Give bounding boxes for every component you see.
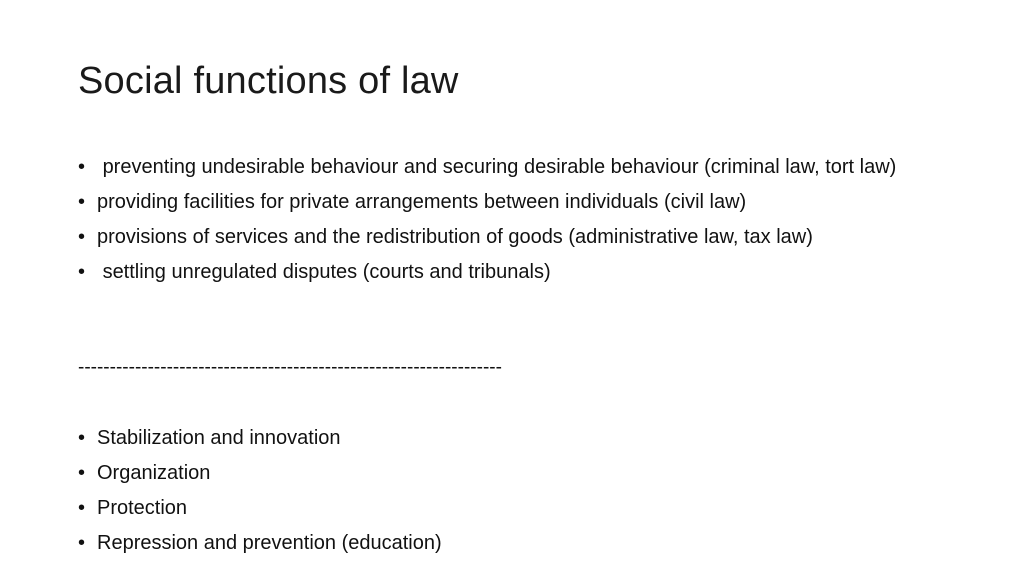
functions-list — [78, 156, 978, 296]
bullet-icon: • — [78, 462, 86, 484]
list-item-text: Repression and prevention (education) — [97, 532, 442, 554]
list-item-text: Stabilization and innovation — [97, 427, 341, 449]
list-item — [78, 532, 978, 555]
list-item-text: settling unregulated disputes (courts and tribunals) — [97, 261, 551, 283]
bullet-icon: • — [78, 427, 86, 449]
bullet-icon: • — [78, 497, 86, 519]
list-item — [78, 261, 978, 284]
bullet-icon: • — [78, 191, 86, 213]
slide-title: Social functions of law — [78, 60, 459, 102]
list-item — [78, 226, 978, 249]
bullet-icon: • — [78, 261, 86, 283]
list-item-text: Protection — [97, 497, 188, 519]
list-item — [78, 497, 978, 520]
list-item — [78, 427, 978, 450]
list-item — [78, 191, 978, 214]
list-item-text: Organization — [97, 462, 211, 484]
bullet-icon: • — [78, 532, 86, 554]
list-item — [78, 462, 978, 485]
list-item — [78, 156, 978, 179]
dashed-divider: ------------------------------------------------------------------- — [78, 357, 502, 378]
list-item-text: providing facilities for private arrangements between individuals (civil law) — [97, 191, 747, 213]
bullet-icon: • — [78, 156, 86, 178]
list-item-text: preventing undesirable behaviour and securing desirable behaviour (criminal law, tort law) — [97, 156, 897, 178]
bullet-icon: • — [78, 226, 86, 248]
functions-summary-list — [78, 427, 978, 567]
list-item-text: provisions of services and the redistribution of goods (administrative law, tax law) — [97, 226, 813, 248]
